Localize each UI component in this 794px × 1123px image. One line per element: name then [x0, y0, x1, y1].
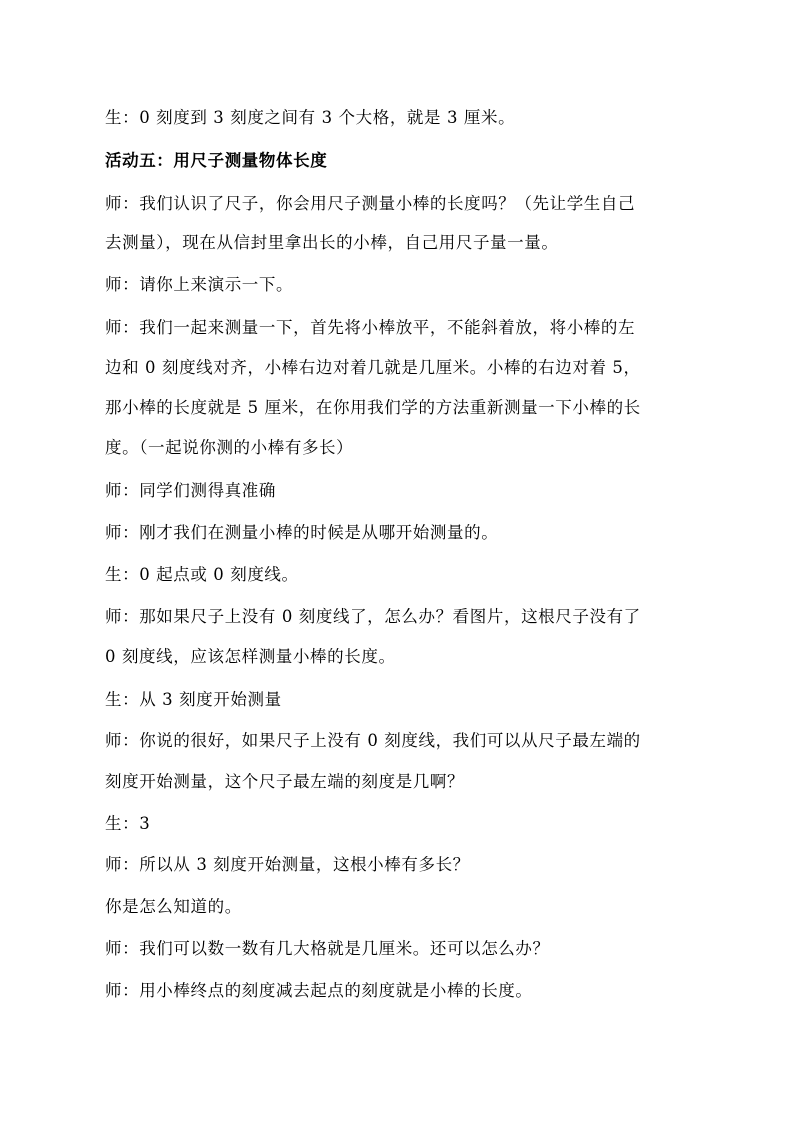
text-line: 去测量），现在从信封里拿出长的小棒，自己用尺子量一量。	[105, 233, 559, 252]
text-line: 生：0 起点或 0 刻度线。	[105, 565, 299, 584]
text-line: 边和 0 刻度线对齐，小棒右边对着几就是几厘米。小棒的右边对着 5，	[105, 358, 641, 377]
text-line: 度。（一起说你测的小棒有多长）	[105, 438, 354, 457]
text-line: 那小棒的长度就是 5 厘米，在你用我们学的方法重新测量一下小棒的长	[105, 398, 641, 417]
text-line: 师：我们可以数一数有几大格就是几厘米。还可以怎么办？	[105, 939, 550, 958]
section-heading: 活动五：用尺子测量物体长度	[105, 151, 328, 170]
text-line: 师：刚才我们在测量小棒的时候是从哪开始测量的。	[105, 523, 499, 542]
text-line: 你是怎么知道的。	[105, 897, 242, 916]
text-line: 师：所以从 3 刻度开始测量，这根小棒有多长？	[105, 855, 470, 874]
text-line: 0 刻度线，应该怎样测量小棒的长度。	[105, 647, 396, 666]
text-line: 生：0 刻度到 3 刻度之间有 3 个大格，就是 3 厘米。	[105, 108, 516, 127]
text-line: 生：从 3 刻度开始测量	[105, 690, 282, 709]
text-line: 师：同学们测得真准确	[105, 481, 276, 500]
text-line: 刻度开始测量，这个尺子最左端的刻度是几啊？	[105, 772, 465, 791]
text-line: 师：我们一起来测量一下，首先将小棒放平，不能斜着放，将小棒的左	[105, 318, 636, 337]
text-line: 师：你说的很好，如果尺子上没有 0 刻度线，我们可以从尺子最左端的	[105, 731, 641, 750]
text-line: 师：请你上来演示一下。	[105, 275, 294, 294]
text-line: 师：用小棒终点的刻度减去起点的刻度就是小棒的长度。	[105, 981, 533, 1000]
text-line: 师：我们认识了尺子，你会用尺子测量小棒的长度吗？（先让学生自己	[105, 194, 636, 213]
text-line: 师：那如果尺子上没有 0 刻度线了，怎么办？看图片，这根尺子没有了	[105, 607, 641, 626]
text-line: 生：3	[105, 814, 151, 833]
